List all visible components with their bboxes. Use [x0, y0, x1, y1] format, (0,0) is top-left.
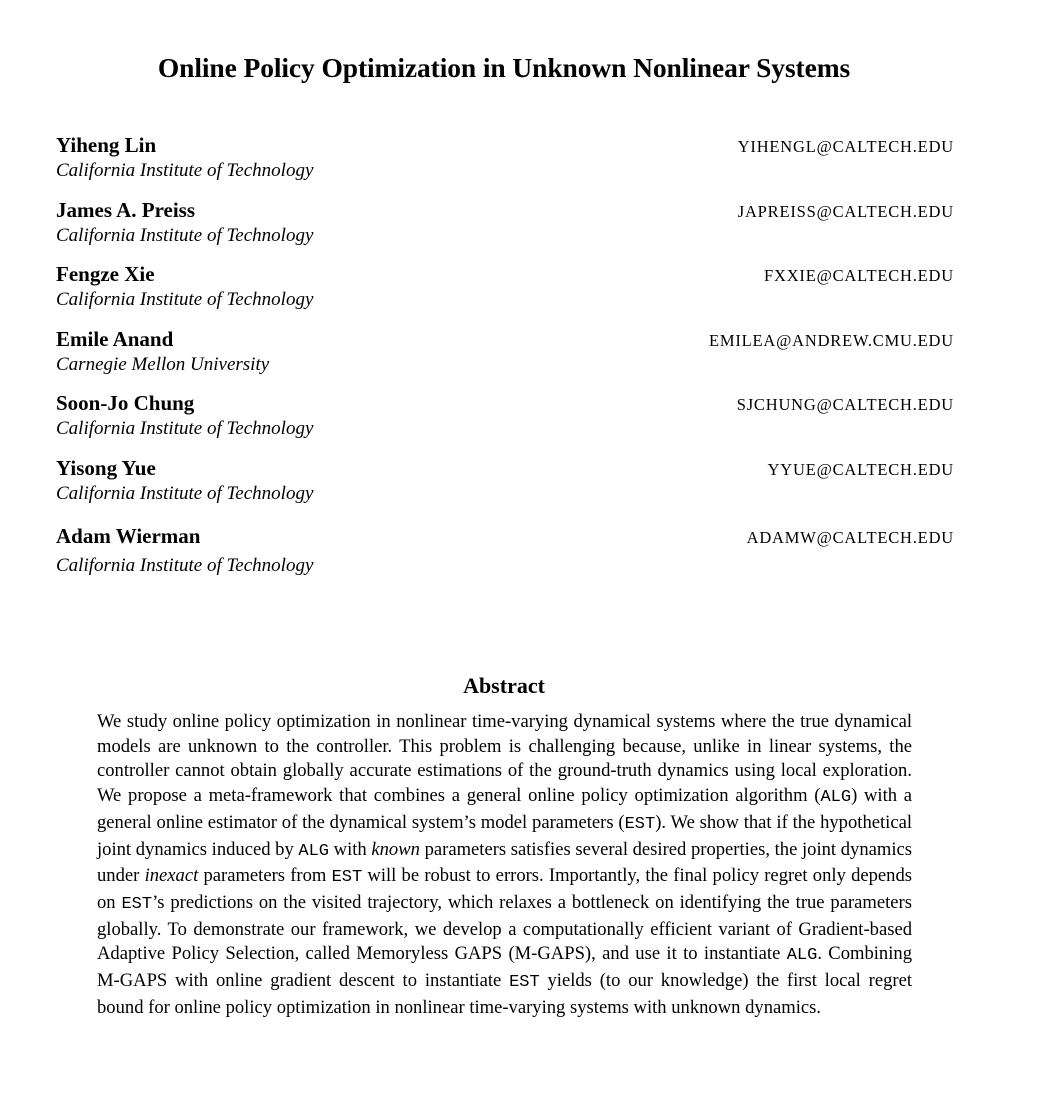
- paper-title: Online Policy Optimization in Unknown Nonlinear Systems: [157, 52, 851, 83]
- author-name: Yiheng Lin: [56, 133, 157, 157]
- author-entry: [56, 389, 954, 454]
- abstract-text: yields (to our knowledge) the first local regret bound for online policy optimization in nonlinear time-varying systems with unknown dynamics.: [97, 970, 912, 1018]
- abstract-text: We study online policy optimization in nonlinear time-varying dynamical systems where the true dynamical models are unknown to the controller. This problem is challenging because, unlike in linear systems, the controller cannot obtain globally accurate estimations of the ground-truth dynamics using local exploration. We propose a meta-framework that combines a general online policy optimization algorithm (: [97, 711, 912, 807]
- est-term: EST: [509, 973, 540, 993]
- author-affiliation: California Institute of Technology: [56, 289, 314, 310]
- abstract-heading: Abstract: [463, 673, 545, 698]
- alg-term: ALG: [298, 841, 330, 861]
- est-term: EST: [624, 814, 656, 834]
- abstract-text: ). We show that if the hypothetical joint dynamics induced by: [97, 811, 912, 860]
- author-name: Fengze Xie: [56, 262, 155, 286]
- author-affiliation: California Institute of Technology: [56, 418, 314, 439]
- author-email: EMILEA@ANDREW.CMU.EDU: [709, 330, 954, 350]
- author-name: Soon-Jo Chung: [56, 391, 195, 415]
- author-email: ADAMW@CALTECH.EDU: [746, 528, 954, 547]
- emphasis-inexact: inexact: [144, 865, 199, 887]
- author-email: YYUE@CALTECH.EDU: [767, 459, 954, 479]
- emphasis-known: known: [371, 838, 420, 860]
- author-affiliation: California Institute of Technology: [56, 160, 314, 181]
- author-name: Yisong Yue: [56, 455, 156, 480]
- author-entry: [56, 325, 954, 390]
- abstract-body: [97, 710, 912, 1020]
- abstract-text: parameters from: [198, 865, 332, 887]
- author-name: James A. Preiss: [56, 197, 196, 222]
- alg-term: ALG: [786, 946, 818, 966]
- author-entry: [56, 196, 954, 261]
- est-term: EST: [331, 868, 363, 888]
- author-email: SJCHUNG@CALTECH.EDU: [736, 395, 954, 414]
- abstract-text: with: [329, 838, 372, 860]
- author-affiliation: California Institute of Technology: [56, 224, 314, 246]
- author-name: Adam Wierman: [56, 524, 201, 548]
- author-affiliation: Carnegie Mellon University: [56, 353, 270, 375]
- author-affiliation: California Institute of Technology: [56, 555, 314, 576]
- author-list: [56, 131, 954, 587]
- author-entry: [56, 522, 954, 587]
- alg-term: ALG: [820, 788, 852, 808]
- author-entry: [56, 454, 954, 519]
- abstract-text: parameters satisfies several desired properties, the joint dynamics under: [97, 838, 912, 887]
- author-email: JAPREISS@CALTECH.EDU: [737, 201, 954, 221]
- abstract-text: ) with a general online estimator of the dynamical system’s model parameters (: [97, 785, 912, 833]
- abstract-text: ’s predictions on the visited trajectory, which relaxes a bottleneck on identifying the true parameters globally. To demonstrate our framework, we develop a computationally efficient variant of Gradient-based Adaptive Policy Selection, called Memoryless GAPS (M-GAPS), and use it to instantiate: [97, 891, 912, 965]
- author-affiliation: California Institute of Technology: [56, 482, 314, 504]
- author-email: YIHENGL@CALTECH.EDU: [737, 137, 954, 156]
- author-email: FXXIE@CALTECH.EDU: [764, 266, 954, 285]
- author-entry: [56, 131, 954, 196]
- author-name: Emile Anand: [56, 326, 174, 351]
- author-entry: [56, 260, 954, 325]
- abstract-text: . Combining M-GAPS with online gradient descent to instantiate: [97, 943, 912, 992]
- est-term: EST: [121, 894, 153, 914]
- abstract-text: will be robust to errors. Importantly, the final policy regret only depends on: [97, 865, 913, 913]
